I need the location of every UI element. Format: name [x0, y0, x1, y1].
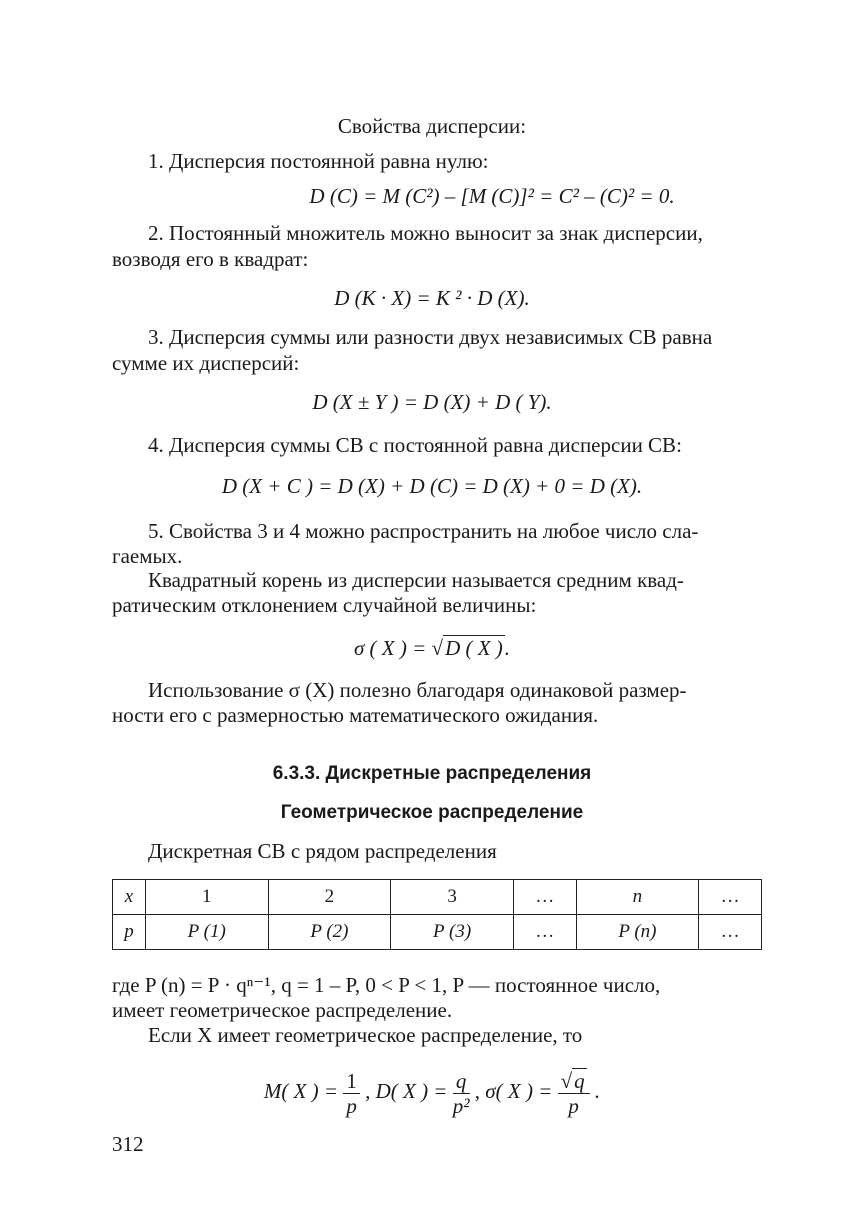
fraction-m-den: p [346, 1093, 357, 1118]
table-row [113, 880, 762, 915]
fraction-m-num: 1 [343, 1069, 360, 1094]
fraction-s-den: p [568, 1093, 579, 1118]
property-1: 1. Дисперсия постоянной равна нулю: [148, 149, 489, 173]
formula-6-m-left: M( X ) = [263, 1079, 344, 1103]
fraction-m [343, 1069, 360, 1118]
table-cell: P (n) [576, 915, 699, 950]
formula-5-root: D ( X ) [445, 636, 503, 660]
fraction-s-root: q [574, 1068, 585, 1093]
formula-5: σ ( X ) = √D ( X ). [353, 636, 511, 660]
fraction-d-num: q [453, 1069, 470, 1094]
fraction-s [558, 1069, 590, 1118]
formula-3: D (X ± Y ) = D (X) + D ( Y). [312, 390, 552, 414]
table-cell: P (1) [145, 915, 268, 950]
formula-5-end: . [504, 636, 511, 660]
property-4: 4. Дисперсия суммы СВ с постоянной равна дисперсии СВ: [148, 433, 682, 457]
property-3-line-1: 3. Дисперсия суммы или разности двух независимых СВ равна [148, 325, 713, 349]
formula-1: D (C) = M (C²) – [M (C)]² = C² – (C)² = 0. [309, 184, 675, 208]
property-2-line-2: возводя его в квадрат: [112, 247, 309, 271]
formula-2: D (K · X) = K ² · D (X). [334, 286, 530, 310]
page-number: 312 [112, 1132, 144, 1156]
properties-title: Свойства дисперсии: [337, 114, 527, 138]
formula-6-d-left: , D( X ) = [365, 1079, 453, 1103]
table-cell: n [576, 880, 699, 915]
table-cell: 1 [145, 880, 268, 915]
property-3-line-2: сумме их дисперсий: [112, 351, 300, 375]
property-5-line-1: 5. Свойства 3 и 4 можно распространить на любое число сла- [148, 519, 699, 543]
formula-5-left: σ ( X ) = [353, 636, 432, 660]
section-heading: 6.3.3. Дискретные распределения [272, 763, 592, 784]
table-cell: x [113, 880, 146, 915]
fraction-d [453, 1069, 470, 1118]
table-cell: P (2) [268, 915, 391, 950]
property-2-line-1: 2. Постоянный множитель можно выносит за знак дисперсии, [148, 221, 703, 245]
table-cell: 3 [391, 880, 514, 915]
usage-line-2: ности его с размерностью математического ожидания. [112, 703, 599, 727]
formula-6 [0, 1066, 864, 1118]
where-line-1: где P (n) = P · qⁿ⁻¹, q = 1 – P, 0 < P < 1, P — постоянное число, [112, 973, 661, 997]
usage-line-1: Использование σ (X) полезно благодаря одинаковой размер- [148, 678, 687, 702]
table-cell: P (3) [391, 915, 514, 950]
std-definition-line-1: Квадратный корень из дисперсии называется средним квад- [148, 568, 684, 592]
where-line-2: имеет геометрическое распределение. [112, 998, 453, 1022]
table-cell: … [699, 915, 762, 950]
distribution-table [112, 879, 762, 950]
table-cell: … [513, 880, 576, 915]
distribution-intro: Дискретная СВ с рядом распределения [148, 839, 497, 863]
table-cell: p [113, 915, 146, 950]
if-geometric-line: Если X имеет геометрическое распределение, то [148, 1023, 583, 1047]
formula-6-end: . [594, 1079, 601, 1103]
table-cell: 2 [268, 880, 391, 915]
fraction-d-den: p² [452, 1093, 470, 1118]
formula-4: D (X + C ) = D (X) + D (C) = D (X) + 0 = D (X). [221, 474, 643, 498]
subsection-heading: Геометрическое распределение [280, 802, 584, 823]
formula-6-s-left: , σ( X ) = [474, 1079, 558, 1103]
std-definition-line-2: ратическим отклонением случайной величины: [112, 593, 537, 617]
property-5-line-2: гаемых. [112, 544, 183, 568]
table-cell: … [699, 880, 762, 915]
table-cell: … [513, 915, 576, 950]
table-row [113, 915, 762, 950]
fraction-s-num: √q [558, 1069, 590, 1094]
